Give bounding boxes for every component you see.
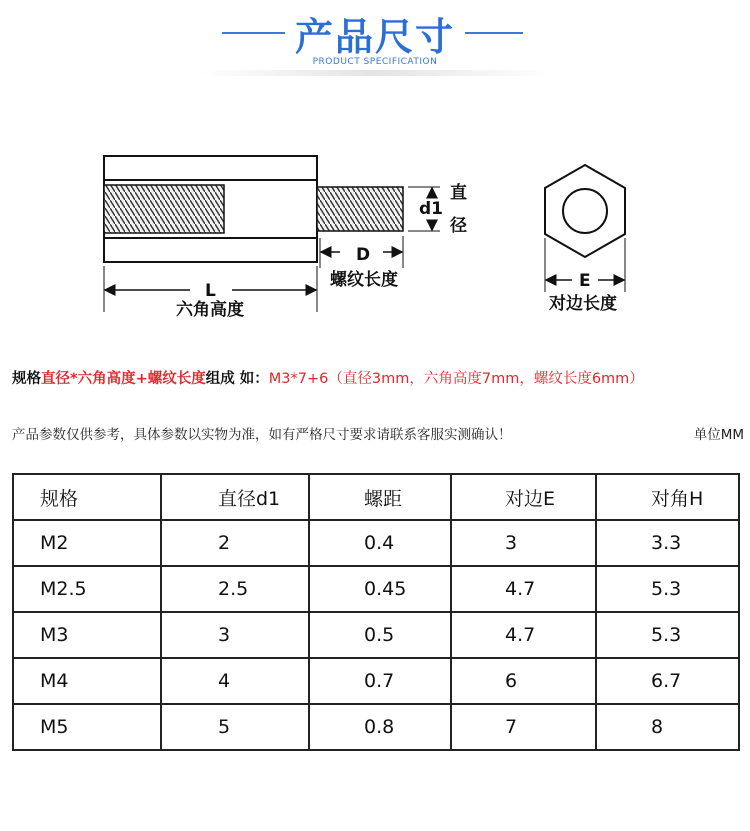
- spec-table: [12, 473, 740, 751]
- table-cell: 5.3: [596, 566, 739, 612]
- standoff-diagram: [0, 140, 750, 320]
- table-cell: 2.5: [161, 566, 309, 612]
- hex-top-view: [545, 165, 625, 257]
- table-cell: M2.5: [13, 566, 161, 612]
- table-cell: 5: [161, 704, 309, 750]
- table-cell: 0.5: [309, 612, 451, 658]
- table-row: [13, 566, 739, 612]
- table-cell: M3: [13, 612, 161, 658]
- header-line-right: [465, 32, 523, 34]
- caption-D: 螺纹长度: [330, 270, 398, 290]
- table-cell: 5.3: [596, 612, 739, 658]
- external-thread: [317, 187, 403, 231]
- dimension-d1: [408, 182, 467, 236]
- section-subtitle: PRODUCT SPECIFICATION: [312, 57, 438, 67]
- table-cell: 4.7: [451, 566, 596, 612]
- dimension-D: [320, 236, 403, 290]
- spec-suffix: 组成 如：: [205, 371, 269, 387]
- table-cell: 0.8: [309, 704, 451, 750]
- table-cell: 4: [161, 658, 309, 704]
- table-row: [13, 520, 739, 566]
- table-cell: 8: [596, 704, 739, 750]
- unit-label: 单位MM: [693, 427, 744, 443]
- section-header: [0, 0, 750, 80]
- table-cell: 3: [161, 612, 309, 658]
- caption-d1-bottom: 径: [450, 216, 467, 236]
- table-cell: 3.3: [596, 520, 739, 566]
- label-L: L: [205, 281, 216, 301]
- table-row: [13, 704, 739, 750]
- hex-body-side-view: [104, 156, 317, 262]
- label-D: D: [356, 245, 371, 265]
- reference-note: 产品参数仅供参考，具体参数以实物为准，如有严格尺寸要求请联系客服实测确认！: [12, 427, 512, 443]
- table-header-row: [13, 474, 739, 520]
- table-cell: 7: [451, 704, 596, 750]
- table-row: [13, 612, 739, 658]
- table-cell: M4: [13, 658, 161, 704]
- table-cell: 3: [451, 520, 596, 566]
- table-cell: 4.7: [451, 612, 596, 658]
- table-cell: 6: [451, 658, 596, 704]
- table-row: [13, 658, 739, 704]
- spec-example: M3*7+6（直径3mm，六角高度7mm，螺纹长度6mm）: [268, 371, 644, 387]
- section-title: 产品尺寸: [294, 15, 455, 59]
- header-cell: 对边E: [451, 474, 596, 520]
- table-cell: 2: [161, 520, 309, 566]
- table-cell: 0.7: [309, 658, 451, 704]
- table-cell: 0.4: [309, 520, 451, 566]
- header-cell: 螺距: [309, 474, 451, 520]
- table-cell: 6.7: [596, 658, 739, 704]
- table-cell: 0.45: [309, 566, 451, 612]
- header-cell: 规格: [13, 474, 161, 520]
- header-shadow: [200, 70, 550, 76]
- table-cell: M5: [13, 704, 161, 750]
- spec-formula-line: [12, 367, 644, 388]
- caption-L: 六角高度: [176, 300, 244, 320]
- dimension-L: [104, 266, 317, 320]
- caption-E: 对边长度: [549, 294, 617, 314]
- label-E: E: [579, 271, 591, 291]
- internal-thread: [104, 185, 224, 233]
- spec-formula: 直径*六角高度+螺纹长度: [41, 371, 206, 387]
- header-cell: 直径d1: [161, 474, 309, 520]
- caption-d1-top: 直: [450, 183, 467, 203]
- table-cell: M2: [13, 520, 161, 566]
- spec-prefix: 规格: [12, 371, 41, 387]
- header-cell: 对角H: [596, 474, 739, 520]
- label-d1: d1: [419, 199, 443, 219]
